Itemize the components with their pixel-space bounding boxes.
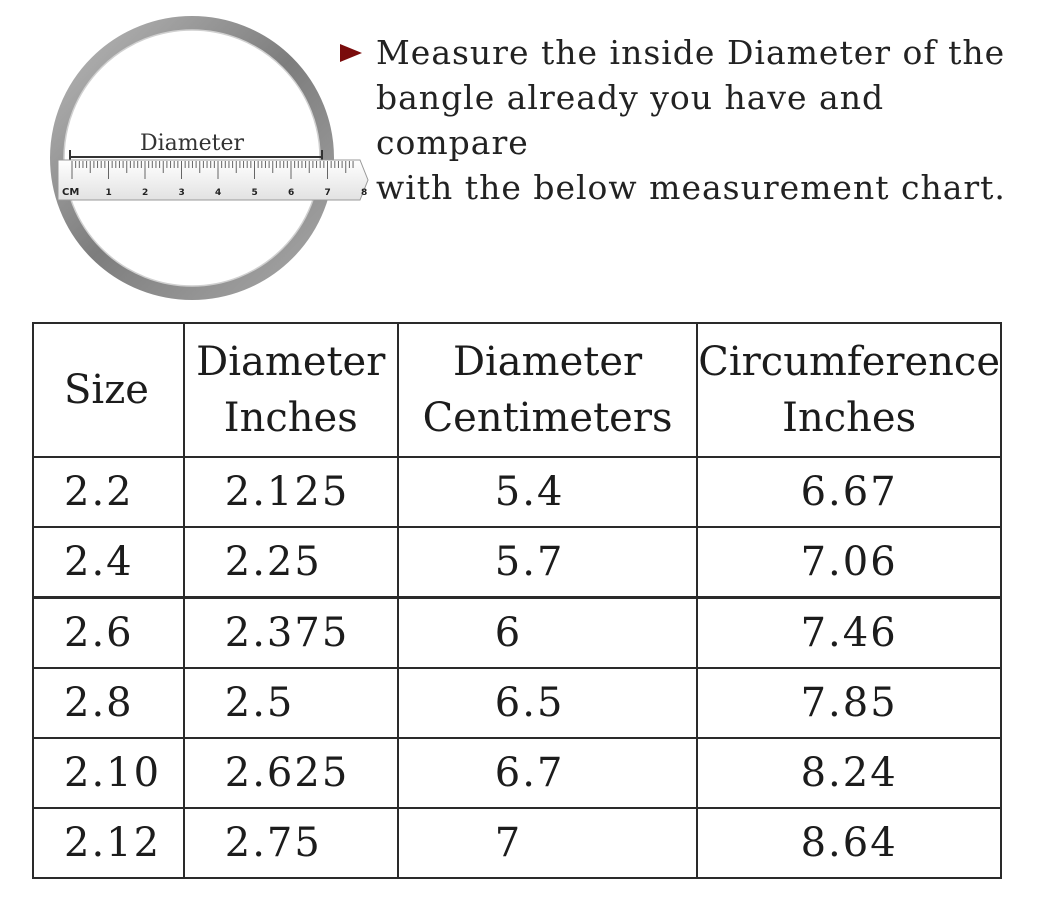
cell-circumference: 7.06 <box>697 527 1001 598</box>
cell-diameter-inches: 2.125 <box>184 457 398 527</box>
cell-diameter-inches: 2.5 <box>184 668 398 738</box>
instruction-line-2: bangle already you have and compare <box>376 78 885 162</box>
ruler-number: 6 <box>288 188 295 198</box>
ruler-unit-label: CM <box>62 187 80 198</box>
cell-circumference: 8.24 <box>697 738 1001 808</box>
header-circumference-inches: Circumference Inches <box>697 323 1001 457</box>
table-row <box>33 457 1001 527</box>
instruction <box>340 30 1040 210</box>
instruction-line-1: Measure the inside Diameter of the <box>376 33 1006 72</box>
cell-size: 2.10 <box>33 738 184 808</box>
table-row <box>33 808 1001 878</box>
cell-size: 2.8 <box>33 668 184 738</box>
cell-diameter-inches: 2.625 <box>184 738 398 808</box>
cell-diameter-cm: 5.4 <box>398 457 697 527</box>
cell-diameter-cm: 5.7 <box>398 527 697 598</box>
cell-circumference: 7.46 <box>697 598 1001 669</box>
header-diameter-inches: Diameter Inches <box>184 323 398 457</box>
table-row <box>33 738 1001 808</box>
ruler-number: 1 <box>105 188 112 198</box>
ruler-number: 7 <box>324 188 331 198</box>
header-diameter-cm: Diameter Centimeters <box>398 323 697 457</box>
cell-diameter-cm: 6.5 <box>398 668 697 738</box>
ruler-number: 4 <box>215 188 222 198</box>
diameter-label: Diameter <box>140 131 245 156</box>
cell-diameter-cm: 7 <box>398 808 697 878</box>
cell-size: 2.6 <box>33 598 184 669</box>
header-size: Size <box>33 323 184 457</box>
table-row <box>33 598 1001 669</box>
cell-circumference: 8.64 <box>697 808 1001 878</box>
ruler-number: 2 <box>142 188 149 198</box>
bangle-illustration <box>0 0 380 320</box>
cell-diameter-inches: 2.25 <box>184 527 398 598</box>
cell-circumference: 7.85 <box>697 668 1001 738</box>
cell-circumference: 6.67 <box>697 457 1001 527</box>
table-header-row <box>33 323 1001 457</box>
cell-diameter-inches: 2.375 <box>184 598 398 669</box>
size-chart-table <box>32 322 1002 879</box>
instruction-line-3: with the below measurement chart. <box>376 168 1006 207</box>
cell-diameter-inches: 2.75 <box>184 808 398 878</box>
cell-size: 2.4 <box>33 527 184 598</box>
ruler <box>58 160 368 200</box>
table-row <box>33 527 1001 598</box>
arrow-right-icon <box>340 44 362 62</box>
ruler-number: 3 <box>178 188 185 198</box>
cell-size: 2.2 <box>33 457 184 527</box>
cell-size: 2.12 <box>33 808 184 878</box>
ruler-number: 5 <box>251 188 258 198</box>
cell-diameter-cm: 6.7 <box>398 738 697 808</box>
cell-diameter-cm: 6 <box>398 598 697 669</box>
ruler-number: 8 <box>361 188 368 198</box>
table-row <box>33 668 1001 738</box>
